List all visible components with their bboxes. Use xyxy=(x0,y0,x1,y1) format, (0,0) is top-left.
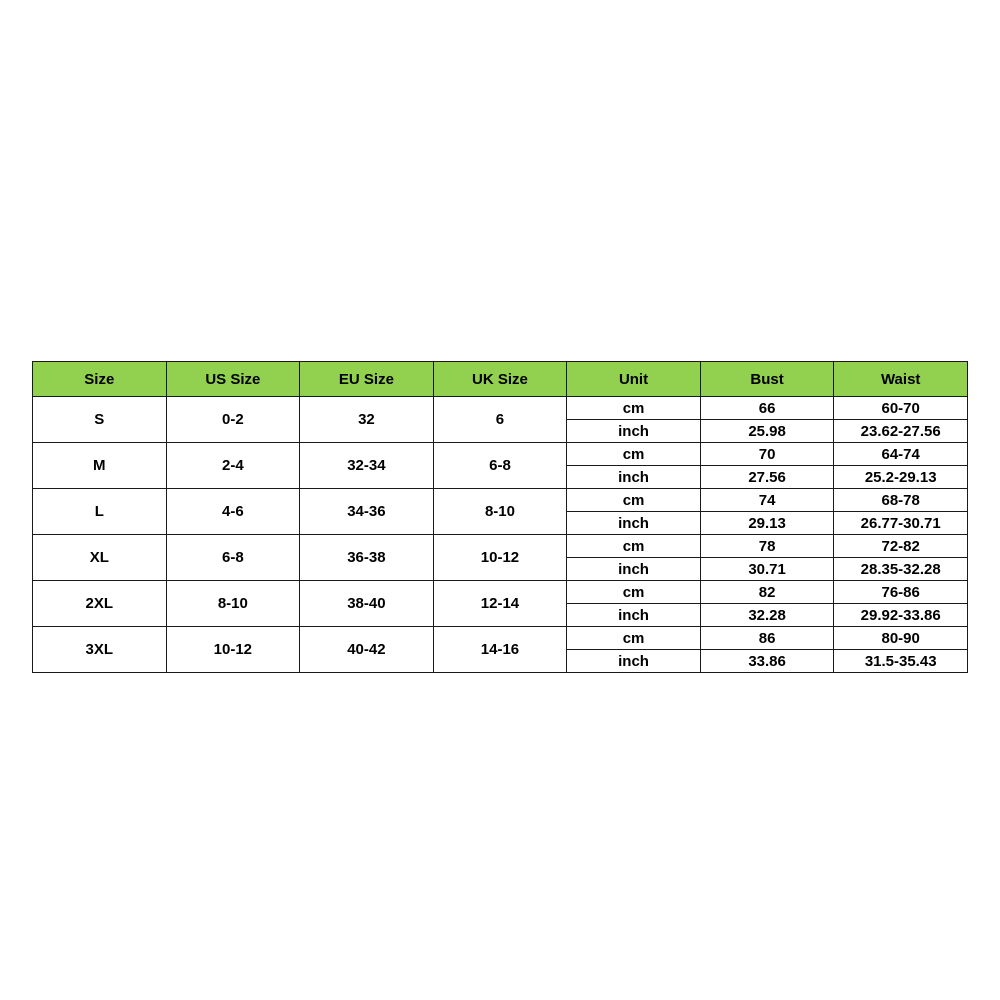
header-row xyxy=(33,362,968,397)
uk-size-cell: 8-10 xyxy=(433,489,567,535)
uk-size-cell: 10-12 xyxy=(433,535,567,581)
waist-cell: 25.2-29.13 xyxy=(834,466,968,489)
us-size-cell: 8-10 xyxy=(166,581,300,627)
size-cell: 3XL xyxy=(33,627,167,673)
waist-cell: 29.92-33.86 xyxy=(834,604,968,627)
unit-cell: inch xyxy=(567,512,701,535)
size-chart-table xyxy=(32,361,968,673)
size-cell: S xyxy=(33,397,167,443)
bust-cell: 74 xyxy=(700,489,834,512)
table-row xyxy=(33,397,968,420)
unit-cell: cm xyxy=(567,443,701,466)
uk-size-cell: 14-16 xyxy=(433,627,567,673)
bust-cell: 29.13 xyxy=(700,512,834,535)
table-header xyxy=(33,362,968,397)
size-cell: XL xyxy=(33,535,167,581)
unit-cell: inch xyxy=(567,604,701,627)
unit-cell: inch xyxy=(567,558,701,581)
unit-cell: cm xyxy=(567,535,701,558)
bust-cell: 32.28 xyxy=(700,604,834,627)
bust-cell: 27.56 xyxy=(700,466,834,489)
bust-cell: 78 xyxy=(700,535,834,558)
unit-cell: inch xyxy=(567,650,701,673)
us-size-cell: 0-2 xyxy=(166,397,300,443)
bust-cell: 66 xyxy=(700,397,834,420)
header-cell-unit: Unit xyxy=(567,362,701,397)
waist-cell: 68-78 xyxy=(834,489,968,512)
waist-cell: 64-74 xyxy=(834,443,968,466)
table-row xyxy=(33,627,968,650)
table-row xyxy=(33,581,968,604)
bust-cell: 82 xyxy=(700,581,834,604)
bust-cell: 86 xyxy=(700,627,834,650)
unit-cell: cm xyxy=(567,397,701,420)
unit-cell: cm xyxy=(567,489,701,512)
eu-size-cell: 38-40 xyxy=(300,581,434,627)
us-size-cell: 4-6 xyxy=(166,489,300,535)
us-size-cell: 6-8 xyxy=(166,535,300,581)
bust-cell: 70 xyxy=(700,443,834,466)
uk-size-cell: 12-14 xyxy=(433,581,567,627)
waist-cell: 80-90 xyxy=(834,627,968,650)
size-cell: L xyxy=(33,489,167,535)
table-row xyxy=(33,535,968,558)
table-body xyxy=(33,397,968,673)
header-cell-waist: Waist xyxy=(834,362,968,397)
unit-cell: inch xyxy=(567,466,701,489)
header-cell-size: Size xyxy=(33,362,167,397)
waist-cell: 26.77-30.71 xyxy=(834,512,968,535)
table-row xyxy=(33,443,968,466)
waist-cell: 28.35-32.28 xyxy=(834,558,968,581)
bust-cell: 30.71 xyxy=(700,558,834,581)
bust-cell: 25.98 xyxy=(700,420,834,443)
eu-size-cell: 36-38 xyxy=(300,535,434,581)
header-cell-uk-size: UK Size xyxy=(433,362,567,397)
eu-size-cell: 32-34 xyxy=(300,443,434,489)
waist-cell: 60-70 xyxy=(834,397,968,420)
waist-cell: 23.62-27.56 xyxy=(834,420,968,443)
eu-size-cell: 40-42 xyxy=(300,627,434,673)
header-cell-eu-size: EU Size xyxy=(300,362,434,397)
size-cell: M xyxy=(33,443,167,489)
us-size-cell: 2-4 xyxy=(166,443,300,489)
waist-cell: 76-86 xyxy=(834,581,968,604)
header-cell-bust: Bust xyxy=(700,362,834,397)
unit-cell: cm xyxy=(567,581,701,604)
table-row xyxy=(33,489,968,512)
uk-size-cell: 6-8 xyxy=(433,443,567,489)
waist-cell: 31.5-35.43 xyxy=(834,650,968,673)
unit-cell: inch xyxy=(567,420,701,443)
eu-size-cell: 32 xyxy=(300,397,434,443)
us-size-cell: 10-12 xyxy=(166,627,300,673)
waist-cell: 72-82 xyxy=(834,535,968,558)
bust-cell: 33.86 xyxy=(700,650,834,673)
header-cell-us-size: US Size xyxy=(166,362,300,397)
eu-size-cell: 34-36 xyxy=(300,489,434,535)
size-cell: 2XL xyxy=(33,581,167,627)
uk-size-cell: 6 xyxy=(433,397,567,443)
unit-cell: cm xyxy=(567,627,701,650)
